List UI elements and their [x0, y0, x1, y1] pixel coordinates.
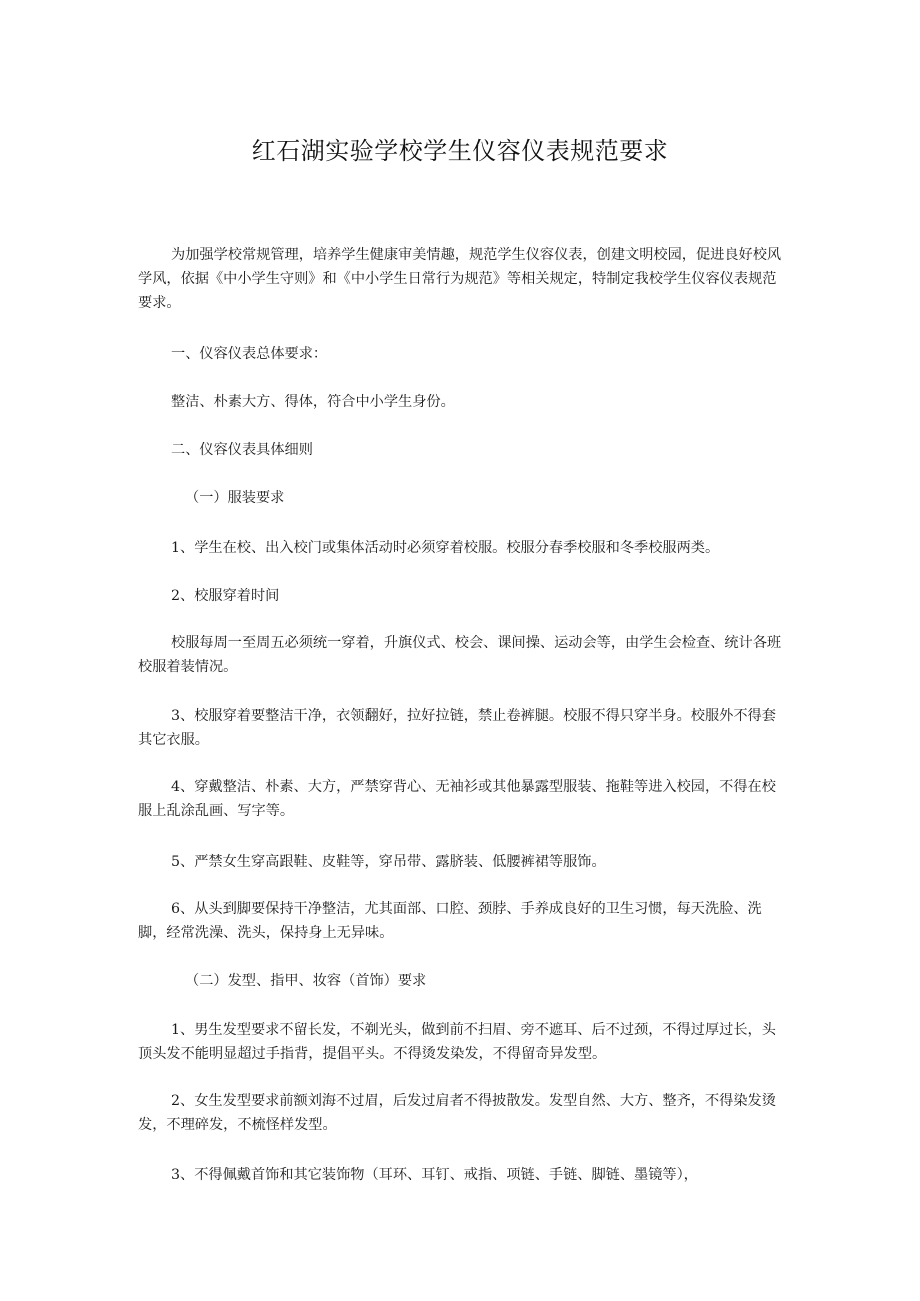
clothing-item-3: 3、校服穿着要整洁干净，衣领翻好，拉好拉链，禁止卷裤腿。校服不得只穿半身。校服外不得套其它衣服。 [138, 708, 776, 748]
clothing-item-1: 1、学生在校、出入校门或集体活动时必须穿着校服。校服分春季校服和冬季校服两类。 [171, 540, 720, 556]
general-requirement: 整洁、朴素大方、得体，符合中小学生身份。 [171, 394, 455, 410]
clothing-item-4: 4、穿戴整洁、朴素、大方，严禁穿背心、无袖衫或其他暴露型服装、拖鞋等进入校园，不得在校服上乱涂乱画、写字等。 [138, 779, 776, 819]
subsection-hair: （二）发型、指甲、妆容（首饰）要求 [185, 973, 427, 989]
clothing-item-2-detail: 校服每周一至周五必须统一穿着，升旗仪式、校会、课间操、运动会等，由学生会检查、统计各班校服着装情况。 [138, 635, 782, 675]
subsection-clothing: （一）服装要求 [185, 490, 285, 506]
section-heading-2: 二、仪容仪表具体细则 [171, 442, 313, 458]
document-title: 红石湖实验学校学生仪容仪表规范要求 [251, 137, 669, 165]
hair-item-2: 2、女生发型要求前额刘海不过眉，后发过肩者不得披散发。发型自然、大方、整齐，不得染发烫发，不理碎发，不梳怪样发型。 [138, 1093, 776, 1133]
clothing-item-2: 2、校服穿着时间 [171, 588, 280, 604]
intro-paragraph: 为加强学校常规管理，培养学生健康审美情趣，规范学生仪容仪表，创建文明校园，促进良好校风学风，依据《中小学生守则》和《中小学生日常行为规范》等相关规定，特制定我校学生仪容仪表规范要求。 [138, 247, 782, 311]
hair-item-3: 3、不得佩戴首饰和其它装饰物（耳环、耳钉、戒指、项链、手链、脚链、墨镜等）， [171, 1167, 698, 1183]
hair-item-1: 1、男生发型要求不留长发，不剃光头，做到前不扫眉、旁不遮耳、后不过颈，不得过厚过长，头顶头发不能明显超过手指背，提倡平头。不得烫发染发，不得留奇异发型。 [138, 1022, 776, 1062]
clothing-item-5: 5、严禁女生穿高跟鞋、皮鞋等，穿吊带、露脐装、低腰裤裙等服饰。 [171, 854, 606, 870]
clothing-item-6: 6、从头到脚要保持干净整洁，尤其面部、口腔、颈脖、手养成良好的卫生习惯，每天洗脸、洗脚，经常洗澡、洗头，保持身上无异味。 [138, 901, 762, 941]
section-heading-1: 一、仪容仪表总体要求： [171, 346, 328, 362]
